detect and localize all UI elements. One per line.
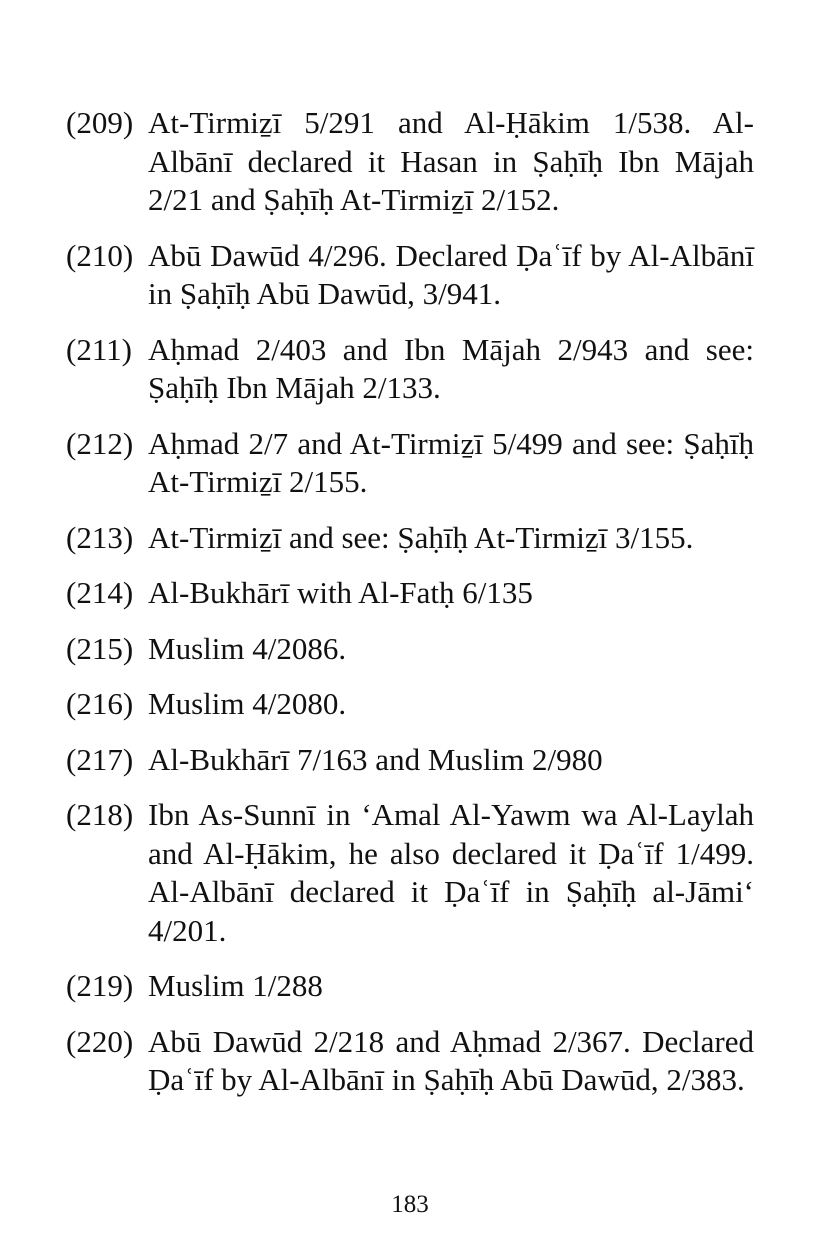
footnote-text: Al-Bukhārī 7/163 and Muslim 2/980 (148, 741, 603, 777)
footnote-216 (66, 685, 754, 724)
footnote-text: Ibn As-Sunnī in ‘Amal Al-Yawm wa Al-Laylah and Al-Ḥākim, he also declared it Ḍaʿīf 1/499. Al-Albānī declared it Ḍaʿīf in Ṣaḥīḥ al-Jāmi‘ 4/201. (148, 797, 754, 948)
footnote-number: (211) (66, 331, 132, 367)
footnote-text: Aḥmad 2/403 and Ibn Mājah 2/943 and see: Ṣaḥīḥ Ibn Mājah 2/133. (148, 331, 754, 405)
footnote-number: (217) (66, 741, 134, 777)
footnote-217 (66, 741, 754, 780)
footnote-text: At-Tirmiẕī 5/291 and Al-Ḥākim 1/538. Al-Albānī declared it Hasan in Ṣaḥīḥ Ibn Mājah 2/21 and Ṣaḥīḥ At-Tirmiẕī 2/152. (148, 105, 754, 217)
footnote-number: (210) (66, 237, 134, 273)
footnote-212 (66, 425, 754, 502)
footnote-text: Muslim 4/2086. (148, 630, 347, 666)
footnote-210 (66, 237, 754, 314)
footnote-number: (218) (66, 797, 134, 832)
footnote-text: Muslim 4/2080. (148, 686, 347, 721)
footnote-number: (214) (66, 575, 134, 610)
footnote-text: Al-Bukhārī with Al-Fatḥ 6/135 (148, 575, 533, 610)
footnote-text: Muslim 1/288 (148, 968, 323, 1003)
footnote-text: Abū Dawūd 2/218 and Aḥmad 2/367. Declared Ḍaʿīf by Al-Albānī in Ṣaḥīḥ Abū Dawūd, 2/383. (148, 1023, 754, 1097)
footnote-number: (216) (66, 686, 134, 721)
footnote-number: (212) (66, 425, 134, 461)
footnote-text: At-Tirmiẕī and see: Ṣaḥīḥ At-Tirmiẕī 3/155. (148, 519, 694, 555)
footnote-213 (66, 519, 754, 558)
footnote-list (66, 104, 754, 1117)
footnote-214 (66, 574, 754, 613)
footnote-text: Aḥmad 2/7 and At-Tirmiẕī 5/499 and see: Ṣaḥīḥ At-Tirmiẕī 2/155. (148, 425, 754, 499)
footnote-209 (66, 104, 754, 220)
footnote-number: (215) (66, 630, 134, 666)
footnote-number: (220) (66, 1023, 134, 1059)
footnote-number: (213) (66, 519, 134, 555)
footnote-211 (66, 331, 754, 408)
footnote-215 (66, 630, 754, 669)
footnote-number: (219) (66, 968, 134, 1003)
footnote-220 (66, 1023, 754, 1100)
footnote-219 (66, 967, 754, 1006)
footnote-number: (209) (66, 105, 134, 140)
footnote-218 (66, 796, 754, 950)
page-number: 183 (391, 1191, 429, 1218)
footnote-text: Abū Dawūd 4/296. Declared Ḍaʿīf by Al-Albānī in Ṣaḥīḥ Abū Dawūd, 3/941. (148, 237, 754, 311)
